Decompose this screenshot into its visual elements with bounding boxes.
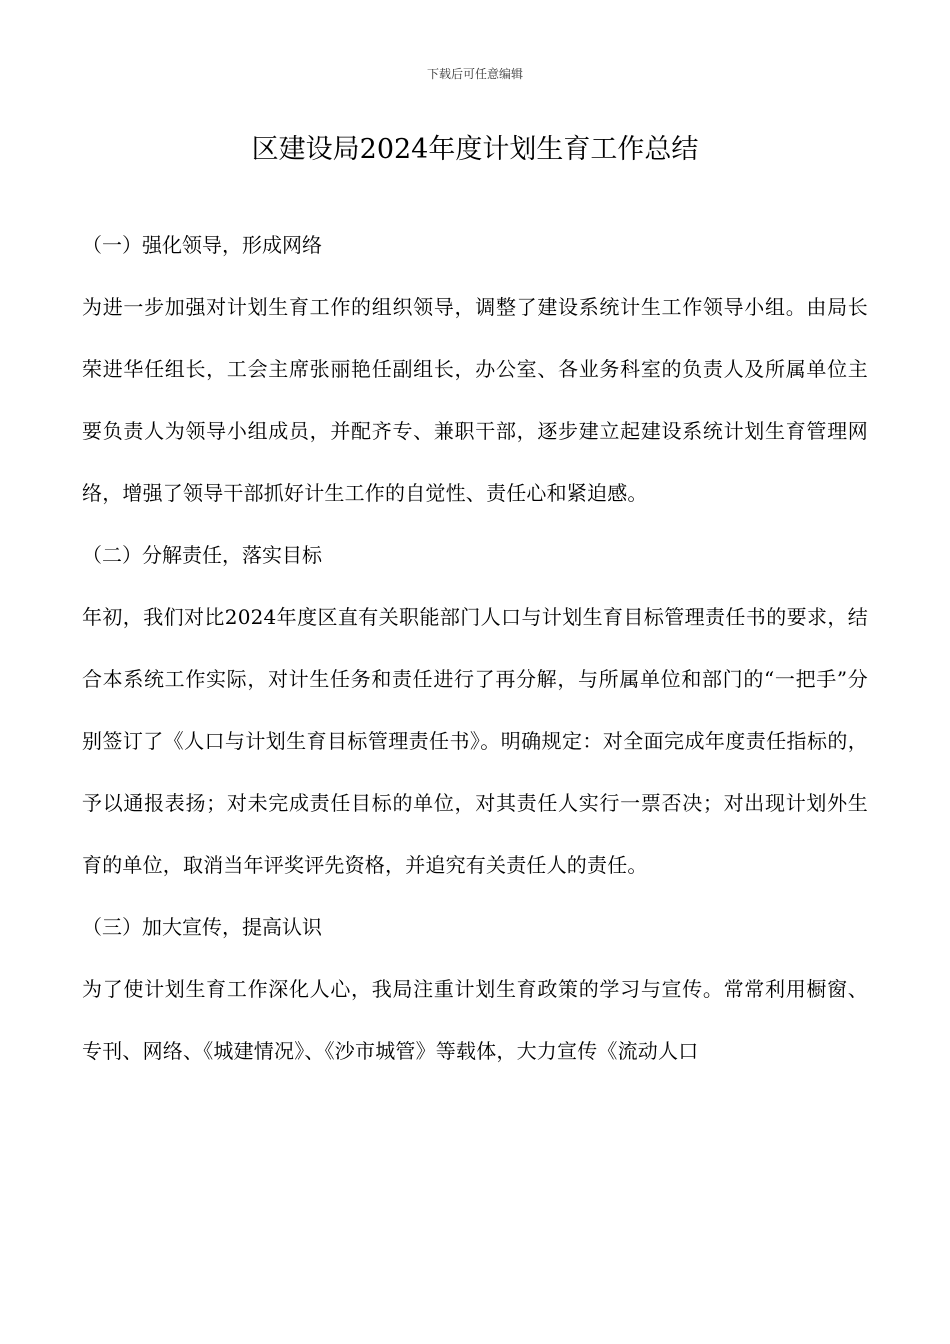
section-heading: （二）分解责任，落实目标: [82, 543, 322, 567]
document-body: [82, 214, 868, 1082]
section-2: [82, 524, 868, 896]
section-paragraph: 为了使计划生育工作深化人心，我局注重计划生育政策的学习与宣传。常常利用橱窗、专刊、网络、《城建情况》、《沙市城管》等载体，大力宣传《流动人口: [82, 977, 868, 1063]
section-3: [82, 896, 868, 1082]
section-paragraph: 年初，我们对比2024年度区直有关职能部门人口与计划生育目标管理责任书的要求，结合本系统工作实际，对计生任务和责任进行了再分解，与所属单位和部门的“一把手”分别签订了《人口与计划生育目标管理责任书》。明确规定：对全面完成年度责任指标的，予以通报表扬；对未完成责任目标的单位，对其责任人实行一票否决；对出现计划外生育的单位，取消当年评奖评先资格，并追究有关责任人的责任。: [82, 605, 868, 877]
section-heading: （三）加大宣传，提高认识: [82, 915, 322, 939]
section-paragraph: 为进一步加强对计划生育工作的组织领导，调整了建设系统计生工作领导小组。由局长荣进华任组长，工会主席张丽艳任副组长，办公室、各业务科室的负责人及所属单位主要负责人为领导小组成员，并配齐专、兼职干部，逐步建立起建设系统计划生育管理网络，增强了领导干部抓好计生工作的自觉性、责任心和紧迫感。: [82, 295, 868, 505]
header-note: 下载后可任意编辑: [426, 67, 523, 81]
section-heading: （一）强化领导，形成网络: [82, 233, 322, 257]
section-1: [82, 214, 868, 524]
document-title: 区建设局2024年度计划生育工作总结: [251, 134, 699, 165]
